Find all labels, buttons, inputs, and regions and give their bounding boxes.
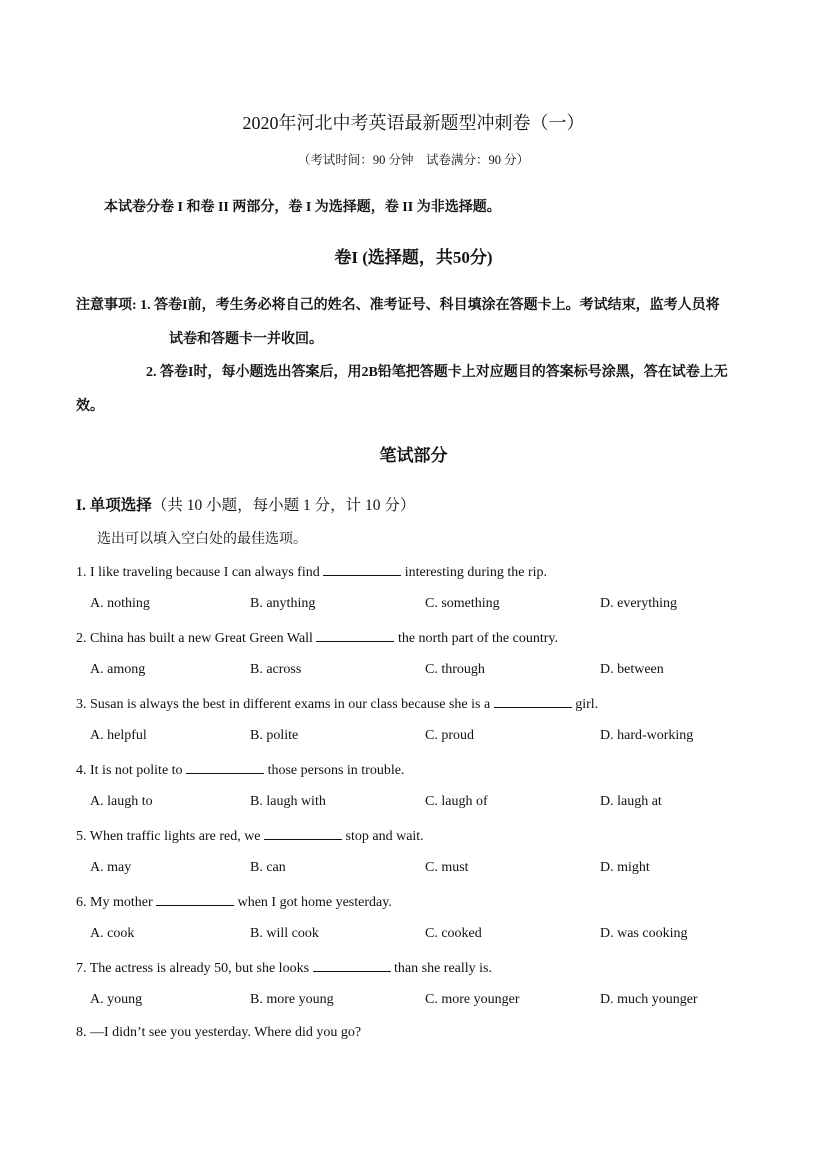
question-text-after-blank: than she really is. <box>394 961 493 976</box>
answer-option: D. was cooking <box>600 926 688 941</box>
notes-label: 注意事项: <box>76 298 137 313</box>
part-name: 单项选择 <box>89 497 152 514</box>
answer-option: D. much younger <box>600 992 698 1007</box>
answer-blank <box>186 761 264 774</box>
answer-option: A. young <box>90 992 143 1007</box>
answer-option: B. polite <box>250 728 299 743</box>
exam-subtitle: （考试时间：90 分钟 试卷满分：90 分） <box>297 153 530 167</box>
notes-line-1 <box>76 294 720 314</box>
answer-blank <box>494 695 572 708</box>
question-text: 6. My mother <box>76 895 153 910</box>
answer-option: C. must <box>425 860 469 875</box>
answer-option: A. laugh to <box>90 794 153 809</box>
answer-option: A. nothing <box>90 596 150 611</box>
part-heading <box>76 493 415 515</box>
question-text: 7. The actress is already 50, but she looks <box>76 961 310 976</box>
answer-option: D. everything <box>600 596 677 611</box>
exam-intro: 本试卷分卷 I 和卷 II 两部分，卷 I 为选择题，卷 II 为非选择题。 <box>104 200 501 215</box>
answer-blank <box>313 959 391 972</box>
question-text-after-blank: the north part of the country. <box>397 631 558 646</box>
notes-item-1: 1. 答卷I前，考生务必将自己的姓名、准考证号、科目填涂在答题卡上。考试结束，监考人员将 <box>140 298 720 313</box>
answer-option: A. among <box>90 662 146 677</box>
section-title: 笔试部分 <box>379 446 448 465</box>
question-text: 3. Susan is always the best in different exams in our class because she is a <box>76 697 491 712</box>
question-stem <box>76 563 547 581</box>
notes-item-1-cont: 试卷和答题卡一并收回。 <box>169 332 323 347</box>
answer-option: C. cooked <box>425 926 482 941</box>
part-number: I. <box>76 497 86 514</box>
question-text: 8. —I didn’t see you yesterday. Where did you go? <box>76 1025 362 1040</box>
answer-option: C. proud <box>425 728 474 743</box>
question-text-after-blank: interesting during the rip. <box>404 565 548 580</box>
question-text-after-blank: when I got home yesterday. <box>237 895 392 910</box>
question-stem <box>76 761 404 779</box>
page-title: 2020年河北中考英语最新题型冲刺卷（一） <box>242 113 585 133</box>
notes-item-2-cont: 效。 <box>76 399 104 414</box>
notes-item-2: 2. 答卷I时，每小题选出答案后，用2B铅笔把答题卡上对应题目的答案标号涂黑，答在试卷上无 <box>146 365 728 380</box>
answer-option: C. more younger <box>425 992 520 1007</box>
question-text: 5. When traffic lights are red, we <box>76 829 261 844</box>
question-text: 2. China has built a new Great Green Wall <box>76 631 313 646</box>
answer-blank <box>156 893 234 906</box>
answer-option: A. cook <box>90 926 135 941</box>
question-text-after-blank: girl. <box>575 697 599 712</box>
answer-option: C. through <box>425 662 485 677</box>
answer-blank <box>316 629 394 642</box>
answer-option: C. something <box>425 596 500 611</box>
answer-option: B. anything <box>250 596 316 611</box>
question-stem <box>76 827 424 845</box>
question-stem <box>76 959 492 977</box>
answer-option: A. helpful <box>90 728 147 743</box>
question-stem <box>76 695 598 713</box>
answer-option: C. laugh of <box>425 794 488 809</box>
question-stem <box>76 893 392 911</box>
volume-title: 卷I (选择题，共50分) <box>334 248 493 267</box>
question-text: 4. It is not polite to <box>76 763 183 778</box>
answer-option: B. will cook <box>250 926 319 941</box>
answer-option: B. laugh with <box>250 794 326 809</box>
answer-option: D. hard-working <box>600 728 694 743</box>
answer-option: B. more young <box>250 992 334 1007</box>
question-text-after-blank: stop and wait. <box>345 829 424 844</box>
part-instruction: 选出可以填入空白处的最佳选项。 <box>97 532 307 547</box>
answer-option: D. laugh at <box>600 794 662 809</box>
answer-option: D. between <box>600 662 664 677</box>
answer-blank <box>323 563 401 576</box>
answer-option: B. across <box>250 662 302 677</box>
answer-option: B. can <box>250 860 286 875</box>
answer-option: A. may <box>90 860 132 875</box>
question-stem <box>76 629 558 647</box>
answer-blank <box>264 827 342 840</box>
question-text: 1. I like traveling because I can always find <box>76 565 320 580</box>
part-detail: （共 10 小题，每小题 1 分，计 10 分） <box>151 497 416 514</box>
question-text-after-blank: those persons in trouble. <box>267 763 405 778</box>
answer-option: D. might <box>600 860 650 875</box>
question-stem <box>76 1025 361 1041</box>
